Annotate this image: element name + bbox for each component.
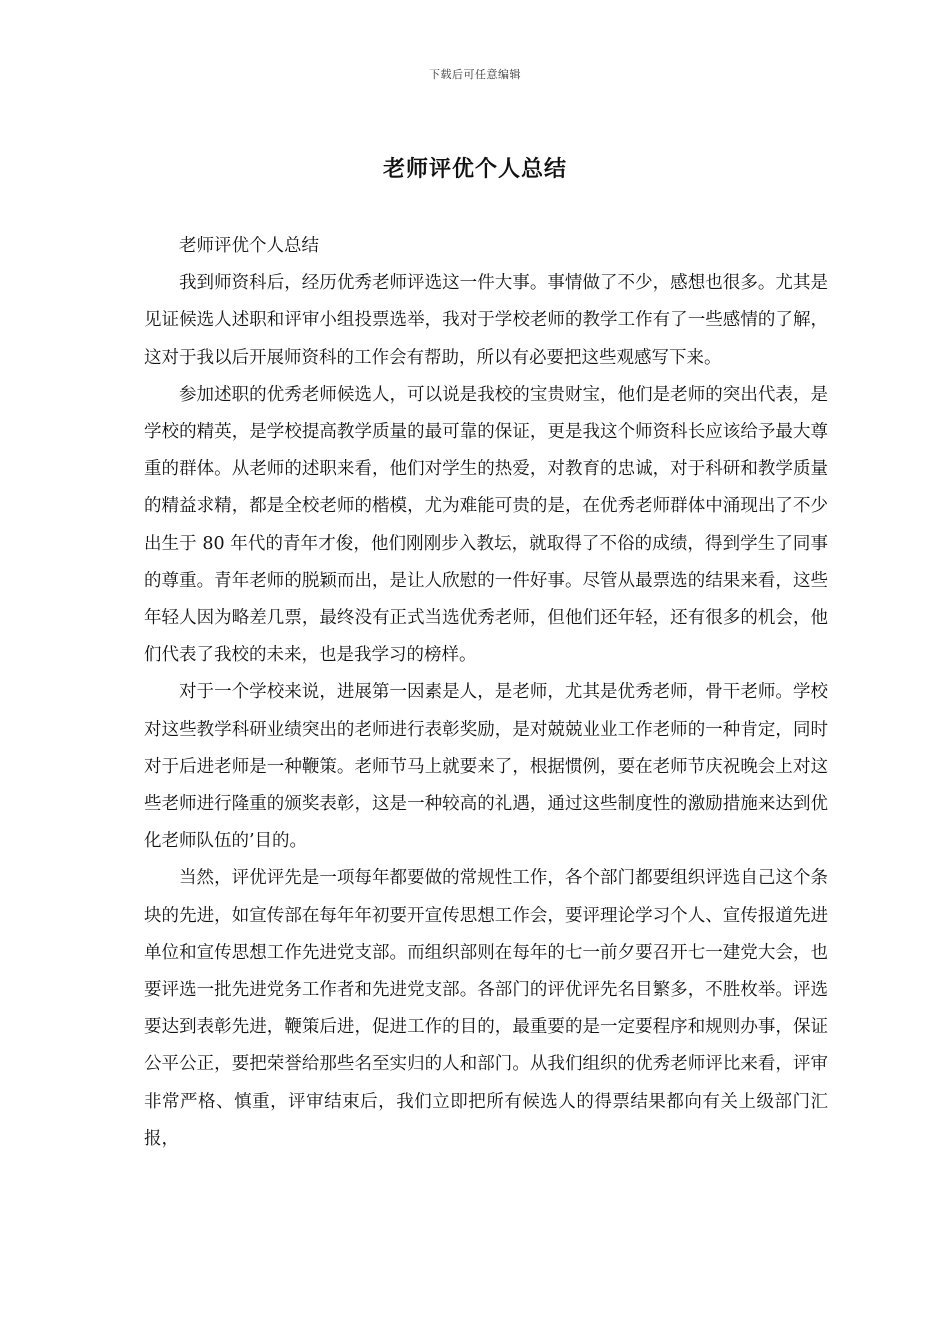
paragraph: 我到师资科后，经历优秀老师评选这一件大事。事情做了不少，感想也很多。尤其是见证候选人述职和评审小组投票选举，我对于学校老师的教学工作有了一些感情的了解，这对于我以后开展师资科的工作会有帮助，所以有必要把这些观感写下来。 — [144, 273, 828, 368]
paragraph-subtitle: 老师评优个人总结 — [179, 236, 319, 256]
header-note: 下载后可任意编辑 — [429, 68, 521, 81]
paragraph: 当然，评优评先是一项每年都要做的常规性工作，各个部门都要组织评选自己这个条块的先进，如宣传部在每年年初要开宣传思想工作会，要评理论学习个人、宣传报道先进单位和宣传思想工作先进党支部。而组织部则在每年的七一前夕要召开七一建党大会，也要评选一批先进党务工作者和先进党支部。各部门的评优评先名目繁多，不胜枚举。评选要达到表彰先进，鞭策后进，促进工作的目的，最重要的是一定要程序和规则办事，保证公平公正，要把荣誉给那些名至实归的人和部门。从我们组织的优秀老师评比来看，评审非常严格、慎重，评审结束后，我们立即把所有候选人的得票结果都向有关上级部门汇报， — [144, 868, 828, 1149]
paragraph: 参加述职的优秀老师候选人，可以说是我校的宝贵财宝，他们是老师的突出代表，是学校的精英，是学校提高教学质量的最可靠的保证，更是我这个师资科长应该给予最大尊重的群体。从老师的述职来看，他们对学生的热爱，对教育的忠诚，对于科研和教学质量的精益求精，都是全校老师的楷模，尤为难能可贵的是，在优秀老师群体中涌现出了不少出生于 80 年代的青年才俊，他们刚刚步入教坛，就取得了不俗的成绩，得到学生了同事的尊重。青年老师的脱颖而出，是让人欣慰的一件好事。尽管从最票选的结果来看，这些年轻人因为略差几票，最终没有正式当选优秀老师，但他们还年轻，还有很多的机会，他们代表了我校的未来，也是我学习的榜样。 — [144, 384, 828, 666]
document-body — [144, 228, 828, 1158]
document-title: 老师评优个人总结 — [382, 156, 567, 182]
paragraph: 对于一个学校来说，进展第一因素是人，是老师，尤其是优秀老师，骨干老师。学校对这些教学科研业绩突出的老师进行表彰奖励，是对兢兢业业工作老师的一种肯定，同时对于后进老师是一种鞭策。老师节马上就要来了，根据惯例，要在老师节庆祝晚会上对这些老师进行隆重的颁奖表彰，这是一种较高的礼遇，通过这些制度性的激励措施来达到优化老师队伍的’目的。 — [144, 682, 828, 852]
